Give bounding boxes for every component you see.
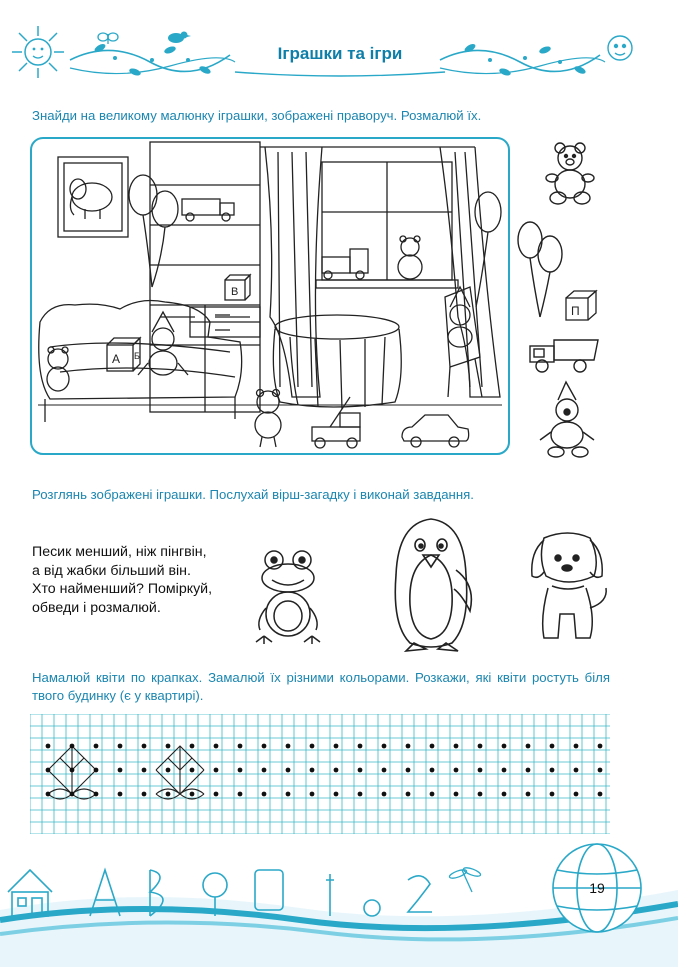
grid-dot bbox=[94, 768, 99, 773]
grid-dot bbox=[406, 744, 411, 749]
grid-dot bbox=[142, 744, 147, 749]
grid-dot bbox=[166, 792, 171, 797]
grid-dot bbox=[526, 744, 531, 749]
grid-dot bbox=[310, 768, 315, 773]
grid-dot bbox=[286, 792, 291, 797]
grid-dot bbox=[382, 744, 387, 749]
grid-dot bbox=[214, 768, 219, 773]
grid-dot bbox=[598, 792, 603, 797]
sofa-cube-letter-a: А bbox=[112, 352, 121, 366]
grid-dot bbox=[70, 792, 75, 797]
poem-line: а від жабки більший він. bbox=[32, 562, 191, 579]
grid-dot bbox=[46, 792, 51, 797]
toy-cube bbox=[562, 288, 602, 324]
grid-dot bbox=[166, 744, 171, 749]
butterfly-icon bbox=[98, 33, 118, 44]
grid-dot bbox=[502, 744, 507, 749]
footer-ornament bbox=[0, 830, 678, 967]
grid-dot bbox=[46, 744, 51, 749]
grid-dot bbox=[94, 744, 99, 749]
bird-icon bbox=[168, 32, 191, 44]
grid-dot bbox=[526, 792, 531, 797]
grid-dot bbox=[238, 768, 243, 773]
grid-dot bbox=[142, 768, 147, 773]
grid-dot bbox=[382, 768, 387, 773]
grid-dot bbox=[70, 744, 75, 749]
page-title: Іграшки та ігри bbox=[277, 44, 403, 63]
sun-icon bbox=[12, 26, 64, 78]
grid-dot bbox=[286, 744, 291, 749]
riddle-poem bbox=[32, 543, 212, 617]
grid-dot bbox=[454, 768, 459, 773]
side-cube-letter: П bbox=[571, 304, 580, 318]
dog-drawing bbox=[524, 528, 612, 646]
grid-dot bbox=[550, 792, 555, 797]
grid-dot bbox=[382, 792, 387, 797]
poem-line: обведи і розмалюй. bbox=[32, 599, 161, 616]
grid-dot bbox=[430, 792, 435, 797]
penguin-drawing bbox=[386, 515, 476, 653]
grid-dot bbox=[70, 768, 75, 773]
grid-dot bbox=[334, 768, 339, 773]
grid-dot bbox=[334, 792, 339, 797]
grid-dot bbox=[574, 792, 579, 797]
grid-dot bbox=[478, 768, 483, 773]
grid-dot bbox=[46, 768, 51, 773]
frog-drawing bbox=[250, 548, 326, 646]
grid-dot bbox=[502, 768, 507, 773]
grid-dot bbox=[142, 792, 147, 797]
grid-dot bbox=[190, 744, 195, 749]
grid-dot bbox=[286, 768, 291, 773]
grid-dot bbox=[358, 744, 363, 749]
grid-dot bbox=[430, 768, 435, 773]
grid-dot bbox=[190, 768, 195, 773]
toy-clown bbox=[536, 380, 600, 460]
grid-dot bbox=[454, 744, 459, 749]
grid-dot bbox=[358, 768, 363, 773]
task-riddle-intro: Розглянь зображені іграшки. Послухай вірш-загадку і виконай завдання. bbox=[32, 487, 474, 502]
task-find-toys: Знайди на великому малюнку іграшки, зображені праворуч. Розмалюй їх. bbox=[32, 108, 482, 123]
grid-dot bbox=[598, 744, 603, 749]
grid-dot bbox=[478, 744, 483, 749]
grid-dot bbox=[502, 792, 507, 797]
grid-dot bbox=[118, 744, 123, 749]
poem-line: Хто найменший? Поміркуй, bbox=[32, 581, 213, 597]
grid-dot bbox=[190, 792, 195, 797]
dragonfly-icon bbox=[449, 866, 482, 892]
shelf-cube-letter: В bbox=[231, 286, 239, 298]
grid-dot bbox=[454, 792, 459, 797]
grid-dot bbox=[358, 792, 363, 797]
page-number: 19 bbox=[589, 880, 605, 896]
grid-dot bbox=[166, 768, 171, 773]
toy-balloons bbox=[512, 212, 568, 322]
grid-dot bbox=[214, 792, 219, 797]
grid-dot bbox=[406, 768, 411, 773]
grid-dot bbox=[598, 768, 603, 773]
grid-dot bbox=[118, 768, 123, 773]
dot-grid bbox=[30, 714, 610, 834]
grid-dot bbox=[478, 792, 483, 797]
grid-dot bbox=[526, 768, 531, 773]
grid-dot bbox=[550, 768, 555, 773]
grid-dot bbox=[310, 792, 315, 797]
grid-dot bbox=[262, 768, 267, 773]
grid-dot bbox=[214, 744, 219, 749]
grid-dot bbox=[334, 744, 339, 749]
grid-dot bbox=[94, 792, 99, 797]
poem-line: Песик менший, ніж пінгвін, bbox=[32, 544, 207, 560]
task-draw-flowers: Намалюй квіти по крапках. Замалюй їх різними кольорами. Розкажи, які квіти ростуть біля твого будинку (є у квартирі). bbox=[32, 670, 610, 703]
grid-dot bbox=[574, 744, 579, 749]
grid-dot bbox=[406, 792, 411, 797]
grid-dot bbox=[262, 792, 267, 797]
grid-dot bbox=[238, 744, 243, 749]
room-illustration bbox=[30, 137, 510, 455]
toy-truck bbox=[524, 330, 602, 378]
toy-bear bbox=[540, 138, 600, 208]
grid-dot bbox=[262, 744, 267, 749]
grid-dot bbox=[574, 768, 579, 773]
grid-dot bbox=[430, 744, 435, 749]
sofa-cube-letter-b: Б bbox=[134, 351, 140, 361]
grid-dot bbox=[310, 744, 315, 749]
grid-dot bbox=[238, 792, 243, 797]
grid-dot bbox=[118, 792, 123, 797]
grid-dot bbox=[550, 744, 555, 749]
